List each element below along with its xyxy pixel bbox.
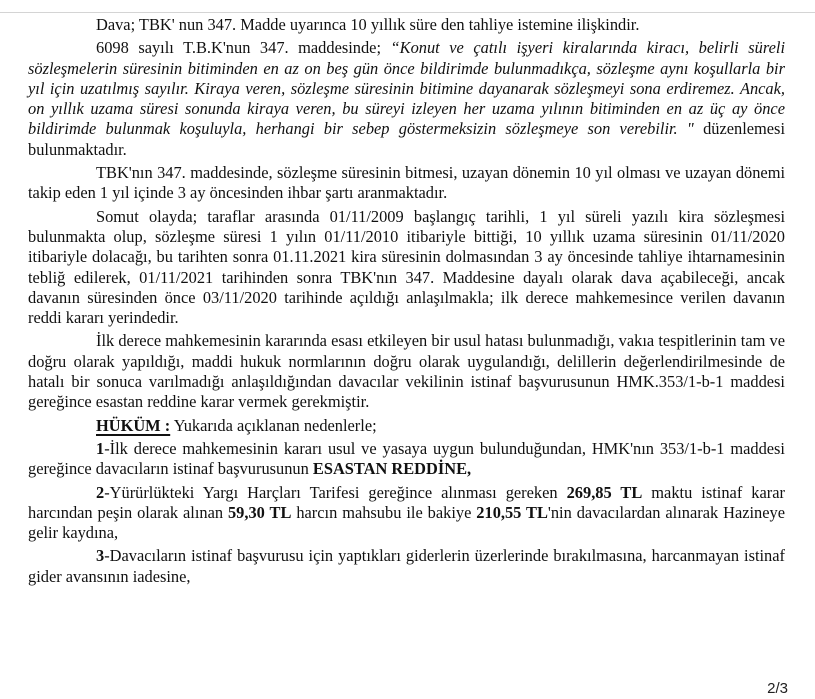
document-body [28, 15, 785, 590]
paragraph-text: maktu istinaf karar harcından peşin olarak alınan [28, 482, 785, 522]
paragraph-text: Somut olayda; taraflar arasında 01/11/2009 başlangıç tarihli, 1 yıl süreli yazılı kira sözleşmesi bulunmakta olup, sözleşme süresi 1 yılın 01/11/2010 itibariyle bittiği, 10 yıllık uzama süresinin 01/11/2020 itibariyle dolacağı, bu tarihten sonra 01.11.2021 kira süresinin dolmasından 3 ay öncesinde tahliye ihtarnamesinin tebliğ edilerek, 01/11/2021 tarihinden sonra TBK'nın 347. Maddesine dayalı olarak dava açabileceği, ancak davanın süresinden önce 03/11/2020 tarihinde açıldığı anlaşılmakla; ilk derece mahkemesince verilen davanın reddi kararı yerindedir. [28, 206, 785, 328]
fee-amount: 59,30 TL [227, 502, 292, 522]
judgment-label: HÜKÜM : [96, 415, 171, 435]
paragraph-text: -Yürürlükteki Yargı Harçları Tarifesi gereğince alınması gereken [104, 482, 567, 502]
paragraph-text: İlk derece mahkemesinin kararında esası etkileyen bir usul hatası bulunmadığı, vakıa tespitlerinin tam ve doğru olarak yapıldığı, maddi hukuk normlarının doğru olarak uygulandığı, delillerin değerlendirilmesinde de hatalı bir sonuca varılmadığı anlaşıldığından davacılar vekilinin istinaf başvurusunun HMK.353/1-b-1 maddesi gereğince esastan reddine karar vermek gerekmiştir. [28, 331, 785, 412]
item-number: 2 [96, 482, 105, 502]
paragraph-conditions [28, 163, 785, 204]
paragraph-text: Yukarıda açıklanan nedenlerle; [170, 415, 377, 435]
page-top-border [0, 12, 815, 13]
paragraph-law-article [28, 38, 785, 160]
fee-amount: 269,85 TL [566, 482, 643, 502]
paragraph-text: düzenlemesi bulunmaktadır. [28, 119, 785, 159]
item-number: 1 [96, 438, 105, 458]
page-number: 2/3 [767, 680, 788, 697]
paragraph-facts [28, 207, 785, 329]
paragraph-text: -İlk derece mahkemesinin kararı usul ve yasaya uygun bulunduğundan, HMK'nın 353/1-b-1 maddesi gereğince davacıların istinaf başvurusunun [28, 438, 785, 479]
paragraph-text: Dava; TBK' nun 347. Madde uyarınca 10 yıllık süre den tahliye istemine ilişkindir. [96, 15, 640, 34]
fee-amount: 210,55 TL [476, 502, 548, 522]
paragraph-evaluation [28, 331, 785, 412]
paragraph-case-subject [28, 15, 785, 35]
judgment-item-2 [28, 483, 785, 544]
judgment-item-3 [28, 546, 785, 587]
verdict-text: ESASTAN REDDİNE, [312, 459, 472, 479]
paragraph-text: harcın mahsubu ile bakiye [291, 502, 477, 522]
judgment-item-1 [28, 439, 785, 480]
law-quote: “Konut ve çatılı işyeri kiralarında kiracı, belirli süreli sözleşmelerin süresinin bitiminden en az on beş gün önce bildirimde bulunmadıkça, sözleşme aynı koşullarla bir yıl için uzatılmış sayılır. Kiraya veren, sözleşme süresinin bitimine dayanarak sözleşmeyi sona erdiremez. Ancak, on yıllık uzama süresi sonunda kiraya veren, bu süreyi izleyen her uzama yılının bitiminden en az üç ay önce bildirimde bulunmak koşuluyla, herhangi bir sebep göstermeksizin sözleşmeye son verebilir. " [28, 38, 785, 139]
paragraph-text: 6098 sayılı T.B.K'nun 347. maddesinde; [96, 38, 391, 58]
paragraph-text: TBK'nın 347. maddesinde, sözleşme süresinin bitmesi, uzayan dönemin 10 yıl olması ve uzayan dönemi takip eden 1 yıl içinde 3 ay öncesinden ihbar şartı aranmaktadır. [28, 163, 785, 203]
item-number: 3 [96, 546, 105, 566]
paragraph-text: 'nin davacılardan alınarak Hazineye gelir kaydına, [28, 502, 785, 543]
paragraph-judgment-heading [28, 416, 785, 436]
paragraph-text: -Davacıların istinaf başvurusu için yaptıkları giderlerin üzerlerinde bırakılmasına, harcanmayan istinaf gider avansının iadesine, [28, 546, 785, 586]
